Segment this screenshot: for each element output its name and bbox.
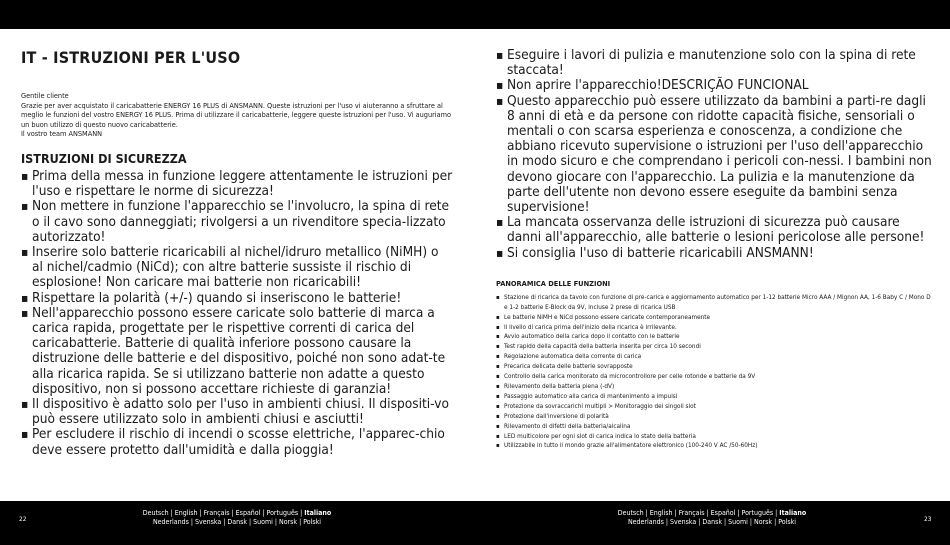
intro-greeting: Gentile cliente (21, 91, 69, 100)
safety-list-right (496, 48, 932, 261)
language-list-right (582, 509, 842, 527)
page-number-left: 22 (19, 515, 27, 523)
language-options: Deutsch | English | Français | Español | Português | (142, 509, 305, 517)
safety-item: ▪ Non aprire l'apparecchio!DESCRIÇÃO FUNCIONAL (496, 78, 932, 93)
intro-body: Grazie per aver acquistato il caricabatterie ENERGY 16 PLUS di ANSMANN. Queste istruzioni per l'uso vi aiuteranno a sfruttare al meglio le funzioni del vostro ENERGY 16 PLUS. Prima di utilizzare il caricabatterie, leggere queste istruzioni per l'uso. Vi auguriamo un buon utilizzo di questo nuovo caricabatterie. (21, 100, 452, 129)
features-list (496, 293, 932, 452)
language-line-1 (107, 509, 367, 518)
safety-item: ▪ Prima della messa in funzione leggere attentamente le istruzioni per l'uso e rispettare le norme di sicurezza! (21, 169, 453, 199)
safety-item: ▪ La mancata osservanza delle istruzioni di sicurezza può causare danni all'apparecchio, alle batterie o lesioni pericolose alle persone! (496, 215, 932, 245)
intro-text (21, 91, 453, 139)
safety-item: ▪ Eseguire i lavori di pulizia e manutenzione solo con la spina di rete staccata! (496, 48, 932, 78)
safety-item: ▪ Non mettere in funzione l'apparecchio se l'involucro, la spina di rete o il cavo sono danneggiati; rivolgersi a un rivenditore specia-lizzato autorizzato! (21, 199, 453, 245)
feature-item: ▪ Regolazione automatica della corrente di carica (496, 352, 932, 362)
feature-item: ▪ Il livello di carica prima dell'inizio della ricarica è irrilevante. (496, 323, 932, 333)
language-line-1 (582, 509, 842, 518)
top-bar (0, 0, 950, 29)
feature-item: ▪ Avvio automatico della carica dopo il contatto con le batterie (496, 332, 932, 342)
feature-item: ▪ Test rapido della capacità della batteria inserita per circa 10 secondi (496, 342, 932, 352)
safety-item: ▪ Inserire solo batterie ricaricabili al nichel/idruro metallico (NiMH) o al nichel/cadmio (NiCd); con altre batterie sussiste il rischio di esplosione! Non caricare mai batterie non ricaricabili! (21, 245, 453, 291)
safety-item: ▪ Il dispositivo è adatto solo per l'uso in ambienti chiusi. Il dispositi-vo può essere utilizzato solo in ambienti chiusi e asciutti! (21, 397, 453, 427)
active-language: Italiano (304, 509, 332, 517)
feature-item: ▪ Stazione di ricarica da tavolo con funzione di pre-carica e aggiornamento automatico per 1-12 batterie Micro AAA / Mignon AA, 1-6 Baby C / Mono D e 1-2 batterie E-Block da 9V, incluse 2 prese di ricarica USB (496, 293, 932, 313)
left-page (21, 48, 453, 458)
feature-item: ▪ Rilevamento di difetti della batteria/alcalina (496, 422, 932, 432)
safety-item: ▪ Nell'apparecchio possono essere caricate solo batterie di marca a carica rapida, progettate per le rispettive correnti di carica del caricabatterie. Batterie di qualità inferiore possono causare la distruzione delle batterie e del dispositivo, poiché non sono adat-te alla ricarica rapida. Se si utilizzano batterie non adatte a questo dispositivo, non si possono accettare richieste di garanzia! (21, 306, 453, 397)
active-language: Italiano (779, 509, 807, 517)
safety-item: ▪ Questo apparecchio può essere utilizzato da bambini a parti-re dagli 8 anni di età e da persone con ridotte capacità fisiche, sensoriali o mentali o con scarsa esperienza e conoscenza, a condizione che abbiano ricevuto supervisione o istruzioni per l'uso dell'apparecchio in modo sicuro e che comprendano i pericoli con-nessi. I bambini non devono giocare con l'apparecchio. La pulizia e la manutenzione da parte dell'utente non devono essere eseguite da bambini senza supervisione! (496, 94, 932, 216)
page-title: IT - ISTRUZIONI PER L'USO (21, 48, 241, 67)
feature-item: ▪ Utilizzabile in tutto il mondo grazie all'alimentatore elettronico (100-240 V AC /50-60Hz) (496, 441, 932, 451)
feature-item: ▪ Protezione dall'inversione di polarità (496, 412, 932, 422)
safety-heading: ISTRUZIONI DI SICUREZZA (21, 150, 187, 166)
safety-item: ▪ Si consiglia l'uso di batterie ricaricabili ANSMANN! (496, 246, 932, 261)
features-heading: PANORAMICA DELLE FUNZIONI (496, 278, 611, 288)
feature-item: ▪ LED multicolore per ogni slot di carica indica lo stato della batteria (496, 432, 932, 442)
safety-item: ▪ Per escludere il rischio di incendi o scosse elettriche, l'apparec-chio deve essere protetto dall'umidità e dalla pioggia! (21, 427, 453, 457)
feature-item: ▪ Controllo della carica monitorato da microcontrollore per celle rotonde e batterie da 9V (496, 372, 932, 382)
feature-item: ▪ Passaggio automatico alla carica di mantenimento a impulsi (496, 392, 932, 402)
safety-item: ▪ Rispettare la polarità (+/-) quando si inseriscono le batterie! (21, 291, 453, 306)
language-list-left (107, 509, 367, 527)
safety-list-left (21, 169, 453, 458)
feature-item: ▪ Protezione da sovraccarichi multipli > Monitoraggio dei singoli slot (496, 402, 932, 412)
language-line-2: Nederlands | Svenska | Dansk | Suomi | Norsk | Polski (627, 518, 797, 526)
feature-item: ▪ Precarica delicata delle batterie sovrapposte (496, 362, 932, 372)
feature-item: ▪ Rilevamento della batteria piena (-dV) (496, 382, 932, 392)
right-page (496, 48, 932, 451)
feature-item: ▪ Le batterie NiMH e NiCd possono essere caricate contemporaneamente (496, 313, 932, 323)
page-number-right: 23 (924, 515, 932, 523)
intro-signature: Il vostro team ANSMANN (21, 129, 103, 139)
language-options: Deutsch | English | Français | Español | Português | (617, 509, 780, 517)
language-line-2: Nederlands | Svenska | Dansk | Suomi | Norsk | Polski (152, 518, 322, 526)
